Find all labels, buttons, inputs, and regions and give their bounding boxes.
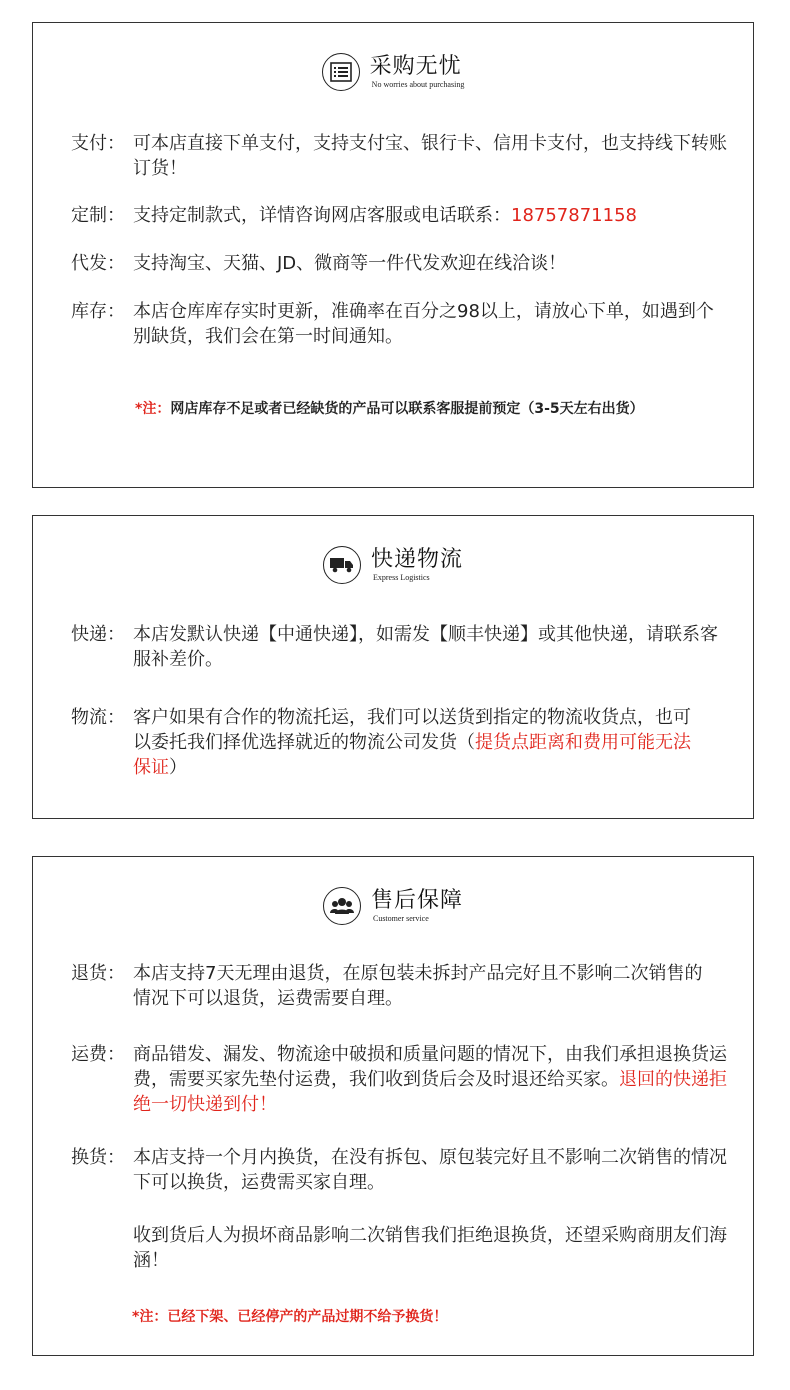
row-label: 运费： xyxy=(71,1044,125,1065)
row-label: 换货： xyxy=(71,1147,125,1168)
row-label: 物流： xyxy=(71,707,125,728)
list-icon xyxy=(322,53,360,91)
row-text: 本店支持一个月内换货，在没有拆包、原包装完好且不影响二次销售的情况下可以换货，运费需买家自理。 xyxy=(133,1147,727,1193)
row-text: 本店支持7天无理由退货，在原包装未拆封产品完好且不影响二次销售的情况下可以退货，运费需要自理。 xyxy=(133,963,703,1009)
section-title: 采购无忧 xyxy=(369,54,462,79)
row-label: 退货： xyxy=(71,963,125,984)
custom-row xyxy=(71,203,731,228)
section-header xyxy=(33,53,753,91)
shipping-fee-row xyxy=(71,1042,731,1117)
stock-note xyxy=(135,399,644,419)
section-logistics xyxy=(32,515,754,819)
row-label: 支付： xyxy=(71,133,125,154)
phone-number[interactable]: 18757871158 xyxy=(511,205,637,226)
section-title: 售后保障 xyxy=(370,888,463,913)
express-row xyxy=(71,622,731,672)
section-after-sales xyxy=(32,856,754,1356)
exchange-note: *注：已经下架、已经停产的产品过期不给予换货！ xyxy=(132,1309,448,1325)
note-star: *注： xyxy=(135,401,171,417)
note-text: 网店库存不足或者已经缺货的产品可以联系客服提前预定（3-5天左右出货） xyxy=(170,401,644,417)
row-label: 快递： xyxy=(71,624,125,645)
row-text: 本店发默认快递【中通快递】，如需发【顺丰快递】或其他快递，请联系客服补差价。 xyxy=(133,624,718,670)
row-text: 可本店直接下单支付，支持支付宝、银行卡、信用卡支付，也支持线下转账订货！ xyxy=(133,133,727,179)
row-text: 本店仓库库存实时更新，准确率在百分之98以上，请放心下单，如遇到个别缺货，我们会在第一时间通知。 xyxy=(133,301,714,347)
row-text: 客户如果有合作的物流托运，我们可以送货到指定的物流收货点，也可以委托我们择优选择就近的物流公司发货（提货点距离和费用可能无法保证） xyxy=(133,707,691,778)
section-subtitle: Customer service xyxy=(372,914,429,923)
row-text: 支持定制款式，详情咨询网店客服或电话联系：18757871158 xyxy=(133,205,637,226)
section-header xyxy=(33,546,753,584)
row-label: 代发： xyxy=(71,253,125,274)
return-row xyxy=(71,961,719,1011)
stock-row xyxy=(71,299,731,349)
warning-text: 退回的快递拒绝一切快递到付！ xyxy=(133,1069,727,1115)
section-subtitle: Express Logistics xyxy=(372,573,430,582)
row-label: 库存： xyxy=(71,301,125,322)
people-icon xyxy=(323,887,361,925)
exchange-row xyxy=(71,1145,731,1195)
row-text: 商品错发、漏发、物流途中破损和质量问题的情况下，由我们承担退换货运费，需要买家先垫付运费，我们收到货后会及时退还给买家。退回的快递拒绝一切快递到付！ xyxy=(133,1044,727,1115)
section-subtitle: No worries about purchasing xyxy=(371,80,465,89)
dropship-row xyxy=(71,251,731,276)
section-purchasing xyxy=(32,22,754,488)
row-label: 定制： xyxy=(71,205,125,226)
freight-row xyxy=(71,705,707,780)
section-header xyxy=(33,887,753,925)
section-title: 快递物流 xyxy=(370,547,463,572)
row-text: 支持淘宝、天猫、JD、微商等一件代发欢迎在线洽谈！ xyxy=(133,253,567,274)
truck-icon xyxy=(323,546,361,584)
row-label xyxy=(71,1223,133,1273)
row-text: 收到货后人为损坏商品影响二次销售我们拒绝退换货，还望采购商朋友们海涵！ xyxy=(133,1225,727,1271)
payment-row xyxy=(71,131,731,181)
warning-text: 提货点距离和费用可能无法保证 xyxy=(133,732,691,778)
damage-policy-row xyxy=(71,1223,731,1273)
